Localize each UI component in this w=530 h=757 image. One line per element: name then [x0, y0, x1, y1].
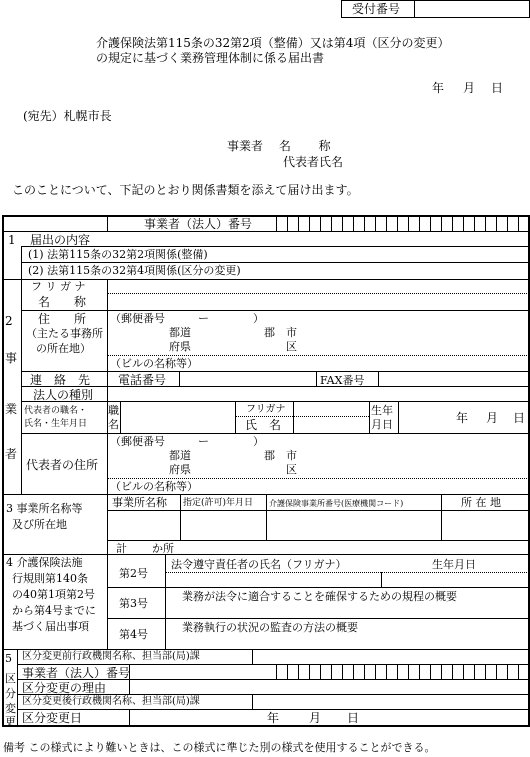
birth-sei: 生年 [371, 404, 393, 417]
item2-text: 法令遵守責任者の氏名（フリガナ） [171, 558, 347, 571]
rep-mei: 名 [108, 418, 119, 431]
section2-side-1: 事 [5, 351, 18, 365]
col-designation-date: 指定(許可)年月日 [183, 498, 254, 508]
section4-label-5: 基づく届出事項 [12, 620, 89, 633]
business-number-label: 事業者（法人）番号 [144, 217, 253, 231]
receipt-divider [414, 0, 415, 18]
applicant-name-label: 事業者 名 称 [227, 139, 331, 153]
business-number-cells[interactable] [276, 216, 529, 231]
birth-day: 日 [513, 411, 526, 425]
rep-postal-code[interactable]: （郵便番号 ー ） [110, 435, 264, 448]
rep-furigana-label: フリガナ [246, 404, 286, 415]
new-agency-label: 区分変更後行政機関名称、担当部(局)課 [22, 696, 200, 707]
rep-title-label-2: 氏名・生年月日 [24, 419, 88, 429]
total-kasho: か所 [152, 542, 174, 555]
total-kei: 計 [116, 542, 127, 555]
rep-ku-label: 区 [286, 463, 297, 476]
section5-side-2: 分 [5, 687, 16, 700]
birth-year: 年 [456, 411, 469, 425]
change-date-label: 区分変更日 [22, 711, 83, 725]
representative-name-label: 代表者氏名 [283, 155, 344, 169]
prefecture-fuken: 府県 [169, 340, 191, 353]
rep-name-label: 氏 名 [245, 418, 282, 432]
addressee: (宛先）札幌市長 [23, 109, 112, 123]
section1-number: 1 [8, 233, 16, 247]
item3-text: 業務が法令に適合することを確保するための規程の概要 [182, 590, 457, 603]
address-label-1: 住 所 [38, 312, 87, 326]
birth-gappi: 月日 [371, 418, 393, 431]
company-name-label: 名 称 [38, 295, 87, 309]
contact-label: 連 絡 先 [30, 373, 91, 387]
item3-number: 第3号 [119, 597, 148, 610]
section5-number-cells[interactable] [276, 664, 529, 679]
rep-prefecture-todo: 都道 [169, 449, 191, 462]
rep-shi-label: 市 [286, 449, 297, 462]
address-label-3: の所在地） [36, 342, 91, 355]
section4-label-3: の40第1項第2号 [12, 588, 95, 601]
section1-option1[interactable]: (1) 法第115条の32第2項関係(整備) [28, 248, 208, 261]
change-date-month: 月 [309, 711, 322, 725]
receipt-number-label: 受付番号 [352, 2, 401, 16]
building-name[interactable]: （ビルの名称等） [110, 357, 198, 370]
section5-side-1: 区 [5, 672, 16, 685]
footer-note: 備考 この様式により難いときは、この様式に準じた別の様式を使用することができる。 [3, 741, 436, 754]
corporation-type-label: 法人の種別 [33, 388, 94, 402]
section3-label-1: 3 事業所名称等 [6, 502, 83, 515]
shi-label: 市 [286, 326, 297, 339]
section5-side-3: 変 [5, 702, 16, 715]
rep-prefecture-fuken: 府県 [169, 463, 191, 476]
prefecture-todo: 都道 [169, 326, 191, 339]
intro-text: このことについて、下記のとおり関係書類を添えて届け出ます。 [12, 183, 359, 197]
section4-label-1: 4 介護保険法施 [6, 556, 83, 569]
section2-side-3: 者 [5, 447, 18, 461]
rep-title-label-1: 代表者の職名・ [24, 406, 88, 416]
item4-text: 業務執行の状況の監査の方法の概要 [182, 621, 358, 634]
section1-option2[interactable]: (2) 法第115条の32第4項関係(区分の変更) [28, 264, 241, 277]
address-label-2: （主たる事務所 [26, 327, 103, 340]
prev-agency-label: 区分変更前行政機関名称、担当部(局)課 [22, 651, 200, 662]
change-date-year: 年 [267, 711, 280, 725]
postal-code[interactable]: （郵便番号 ー ） [110, 312, 264, 325]
business-number-row-line [3, 231, 529, 232]
furigana-label: フ リ ガ ナ [31, 280, 86, 293]
rep-gun-label: 郡 [264, 449, 275, 462]
section3-label-2: 及び所在地 [12, 518, 67, 531]
section4-label-2: 行規則第140条 [12, 572, 88, 585]
date-year: 年 [432, 81, 445, 95]
form-title-line2: の規定に基づく業務管理体制に係る届出書 [96, 51, 325, 65]
rep-address-label: 代表者の住所 [26, 458, 99, 472]
section5-side-4: 更 [5, 715, 16, 728]
item2-birthdate: 生年月日 [432, 558, 476, 571]
change-reason-label: 区分変更の理由 [22, 681, 107, 695]
rep-shoku: 職 [108, 404, 119, 417]
section2-side-2: 業 [5, 402, 18, 416]
ku-label: 区 [286, 340, 297, 353]
fax-label: FAX番号 [320, 374, 365, 387]
section5-number: 5 [5, 652, 12, 665]
col-office-name: 事業所名称 [112, 496, 167, 509]
item4-number: 第4号 [119, 628, 148, 641]
col-office-code: 介護保険事業所番号(医療機関コード) [269, 499, 404, 508]
change-date-day: 日 [347, 711, 360, 725]
section1-title: 届出の内容 [30, 233, 91, 247]
section4-label-4: から第4号までに [12, 604, 96, 617]
col-location: 所 在 地 [461, 496, 501, 509]
date-month: 月 [463, 81, 476, 95]
rep-building-name[interactable]: （ビルの名称等） [110, 480, 198, 493]
phone-label: 電話番号 [118, 373, 167, 387]
birth-month: 月 [486, 411, 499, 425]
gun-label: 郡 [264, 326, 275, 339]
prev-business-number-label: 事業者（法人）番号 [22, 666, 131, 680]
section2-number: 2 [5, 314, 13, 328]
form-title-line1: 介護保険法第115条の32第2項（整備）又は第4項（区分の変更） [96, 36, 450, 50]
item2-number: 第2号 [119, 567, 148, 580]
date-day: 日 [491, 81, 504, 95]
